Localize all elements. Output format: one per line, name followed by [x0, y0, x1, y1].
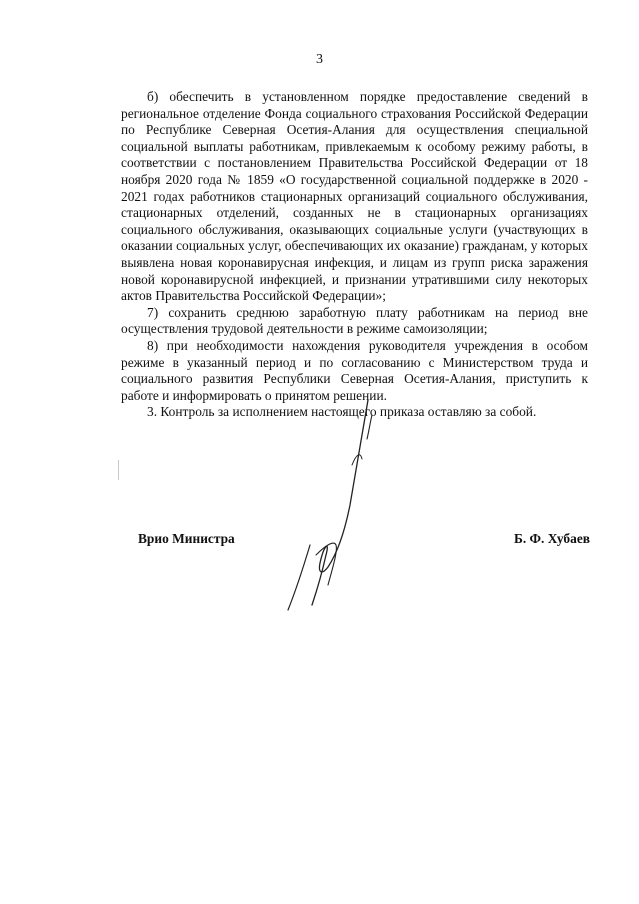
paragraph-3: 3. Контроль за исполнением настоящего приказа оставляю за собой.: [147, 404, 537, 420]
paragraph-8: 8) при необходимости нахождения руководителя учреждения в особом режиме в указанный период и по согласованию с Министерством труда и социального развития Республики Северная Осетия-Алания, приступить к работе и информировать о принятом решении.: [121, 337, 588, 403]
handwritten-signature: [270, 395, 420, 625]
scan-edge-mark: [118, 460, 119, 480]
document-body: [121, 89, 588, 421]
signatory-name: Б. Ф. Хубаев: [514, 531, 590, 546]
paragraph-7: 7) сохранить среднюю заработную плату работникам на период вне осуществления трудовой деятельности в режиме самоизоляции;: [121, 304, 588, 337]
paragraph-b: б) обеспечить в установленном порядке предоставление сведений в региональное отделение Фонда социального страхования Российской Федерации по Республике Северная Осетия-Алания для осуществления специальной социальной выплаты работникам, привлекаемым к особому режиму работы, в соответствии с постановлением Правительства Российской Федерации от 18 ноября 2020 года № 1859 «О государственной социальной поддержке в 2020 - 2021 годах работников стационарных организаций социального обслуживания, стационарных отделений, созданных не в стационарных организациях социального обслуживания, оказывающих социальные услуги (участвующих в оказании социальных услуг, обеспечивающих их оказание) гражданам, у которых выявлена новая коронавирусная инфекция, и лицам из групп риска заражения новой коронавирусной инфекцией, и признании утратившими силу некоторых актов Правительства Российской Федерации»;: [121, 89, 588, 304]
page-number: 3: [316, 52, 323, 67]
signatory-position: Врио Министра: [138, 531, 235, 546]
